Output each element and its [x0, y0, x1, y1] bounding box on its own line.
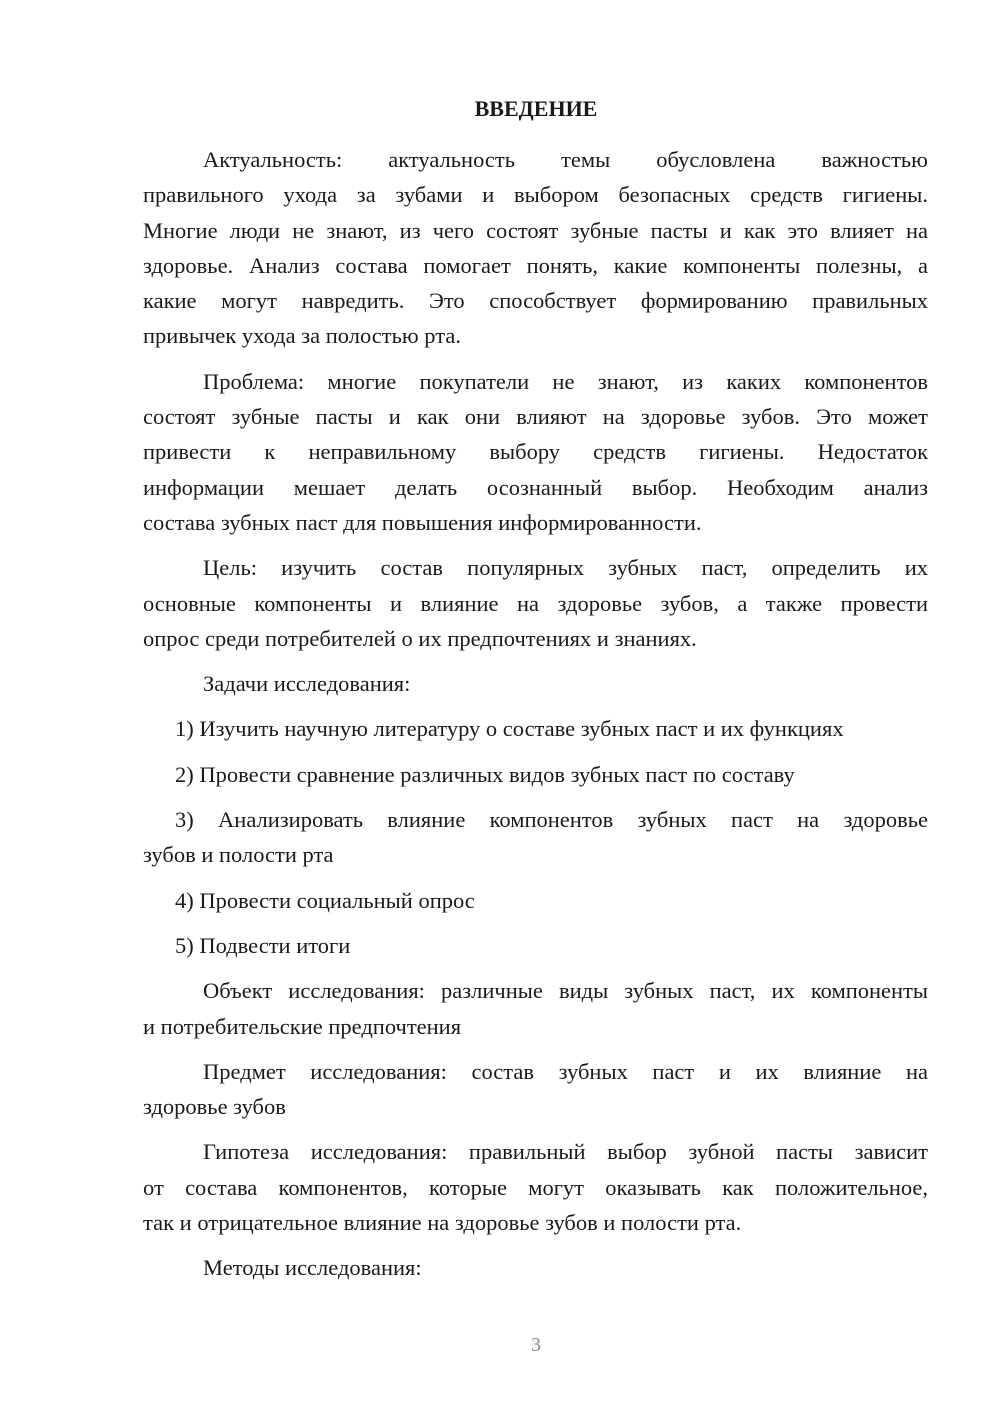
page-number: 3 — [531, 1334, 541, 1356]
text-line: информации мешает делать осознанный выбор. Необходим анализ — [143, 474, 928, 500]
text-line: привычек ухода за полостью рта. — [143, 323, 461, 349]
paragraph — [143, 1250, 928, 1285]
list-item — [143, 928, 928, 963]
paragraph — [143, 1054, 928, 1125]
text-line: Предмет исследования: состав зубных паст и их влияние на — [203, 1058, 928, 1084]
text-line: 2) Провести сравнение различных видов зубных паст по составу — [175, 761, 795, 787]
page-title: ВВЕДЕНИЕ — [474, 96, 598, 121]
text-line: 4) Провести социальный опрос — [175, 887, 475, 913]
paragraph — [143, 550, 928, 656]
text-line: опрос среди потребителей о их предпочтениях и знаниях. — [143, 625, 697, 651]
text-line: и потребительские предпочтения — [143, 1013, 462, 1039]
paragraph — [143, 1134, 928, 1240]
text-line: так и отрицательное влияние на здоровье зубов и полости рта. — [143, 1210, 742, 1236]
text-line: правильного ухода за зубами и выбором безопасных средств гигиены. — [143, 182, 928, 208]
paragraph — [143, 364, 928, 540]
text-line: состава зубных паст для повышения информированности. — [143, 509, 702, 535]
text-line: 5) Подвести итоги — [175, 932, 351, 958]
text-line: Гипотеза исследования: правильный выбор зубной пасты зависит — [203, 1139, 928, 1165]
text-line: здоровье. Анализ состава помогает понять, какие компоненты полезны, а — [143, 252, 928, 278]
text-line: Задачи исследования: — [203, 671, 411, 697]
paragraph — [143, 666, 928, 701]
text-line: здоровье зубов — [143, 1094, 286, 1120]
text-line: зубов и полости рта — [143, 842, 334, 868]
document-body — [143, 142, 928, 1296]
list-item — [143, 757, 928, 792]
text-line: основные компоненты и влияние на здоровье зубов, а также провести — [143, 590, 928, 616]
paragraph — [143, 142, 928, 354]
list-item — [143, 883, 928, 918]
list-item — [143, 711, 928, 746]
text-line: 3) Анализировать влияние компонентов зубных паст на здоровье — [175, 807, 928, 833]
text-line: Объект исследования: различные виды зубных паст, их компоненты — [203, 978, 928, 1004]
text-line: привести к неправильному выбору средств гигиены. Недостаток — [143, 439, 928, 465]
text-line: Актуальность: актуальность темы обусловлена важностью — [203, 147, 928, 172]
list-item — [143, 802, 928, 873]
text-line: какие могут навредить. Это способствует формированию правильных — [143, 288, 928, 314]
text-line: Методы исследования: — [203, 1255, 422, 1281]
text-line: Многие люди не знают, из чего состоят зубные пасты и как это влияет на — [143, 217, 928, 243]
paragraph — [143, 973, 928, 1044]
text-line: Цель: изучить состав популярных зубных паст, определить их — [203, 555, 928, 581]
text-line: состоят зубные пасты и как они влияют на здоровье зубов. Это может — [143, 404, 928, 430]
text-line: Проблема: многие покупатели не знают, из каких компонентов — [203, 368, 928, 394]
text-line: от состава компонентов, которые могут оказывать как положительное, — [143, 1174, 928, 1200]
text-line: 1) Изучить научную литературу о составе зубных паст и их функциях — [175, 716, 844, 742]
